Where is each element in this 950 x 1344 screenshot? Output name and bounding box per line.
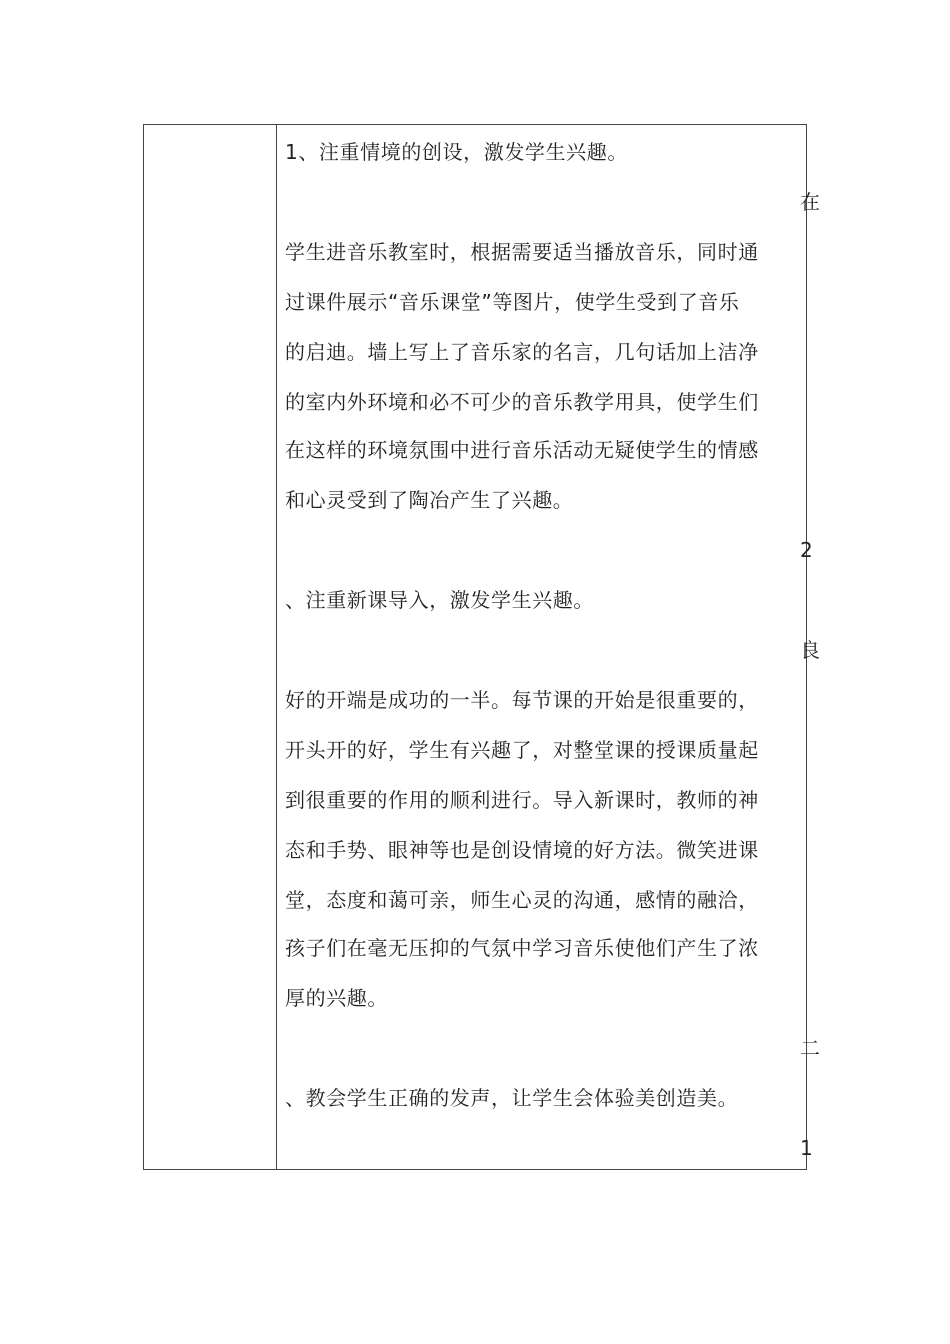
paragraph-line: 堂，态度和蔼可亲，师生心灵的沟通，感情的融洽， xyxy=(285,888,759,912)
margin-char: 二 xyxy=(800,1036,820,1060)
paragraph-line: 的室内外环境和必不可少的音乐教学用具，使学生们 xyxy=(285,390,759,414)
margin-char: 2 xyxy=(800,538,813,562)
content-table xyxy=(143,124,807,1170)
paragraph-line: 的启迪。墙上写上了音乐家的名言，几句话加上洁净 xyxy=(285,340,759,364)
table-column-divider xyxy=(276,125,277,1169)
heading-section-2: 、注重新课导入，激发学生兴趣。 xyxy=(285,588,594,612)
paragraph-line: 和心灵受到了陶冶产生了兴趣。 xyxy=(285,488,574,512)
paragraph-line: 好的开端是成功的一半。每节课的开始是很重要的， xyxy=(285,688,759,712)
paragraph-line: 在这样的环境氛围中进行音乐活动无疑使学生的情感 xyxy=(285,438,759,462)
paragraph-line: 孩子们在毫无压抑的气氛中学习音乐使他们产生了浓 xyxy=(285,936,759,960)
paragraph-line: 过课件展示“音乐课堂”等图片，使学生受到了音乐 xyxy=(285,290,740,314)
margin-char: 1 xyxy=(800,1136,813,1160)
heading-section-1: 1、注重情境的创设，激发学生兴趣。 xyxy=(285,140,628,164)
paragraph-line: 开头开的好，学生有兴趣了，对整堂课的授课质量起 xyxy=(285,738,759,762)
paragraph-line: 态和手势、眼神等也是创设情境的好方法。微笑进课 xyxy=(285,838,759,862)
paragraph-line: 学生进音乐教室时，根据需要适当播放音乐，同时通 xyxy=(285,240,759,264)
paragraph-line: 厚的兴趣。 xyxy=(285,986,388,1010)
paragraph-line: 到很重要的作用的顺利进行。导入新课时，教师的神 xyxy=(285,788,759,812)
heading-section-3: 、教会学生正确的发声，让学生会体验美创造美。 xyxy=(285,1086,739,1110)
margin-char: 在 xyxy=(800,190,820,214)
margin-char: 良 xyxy=(800,638,820,662)
